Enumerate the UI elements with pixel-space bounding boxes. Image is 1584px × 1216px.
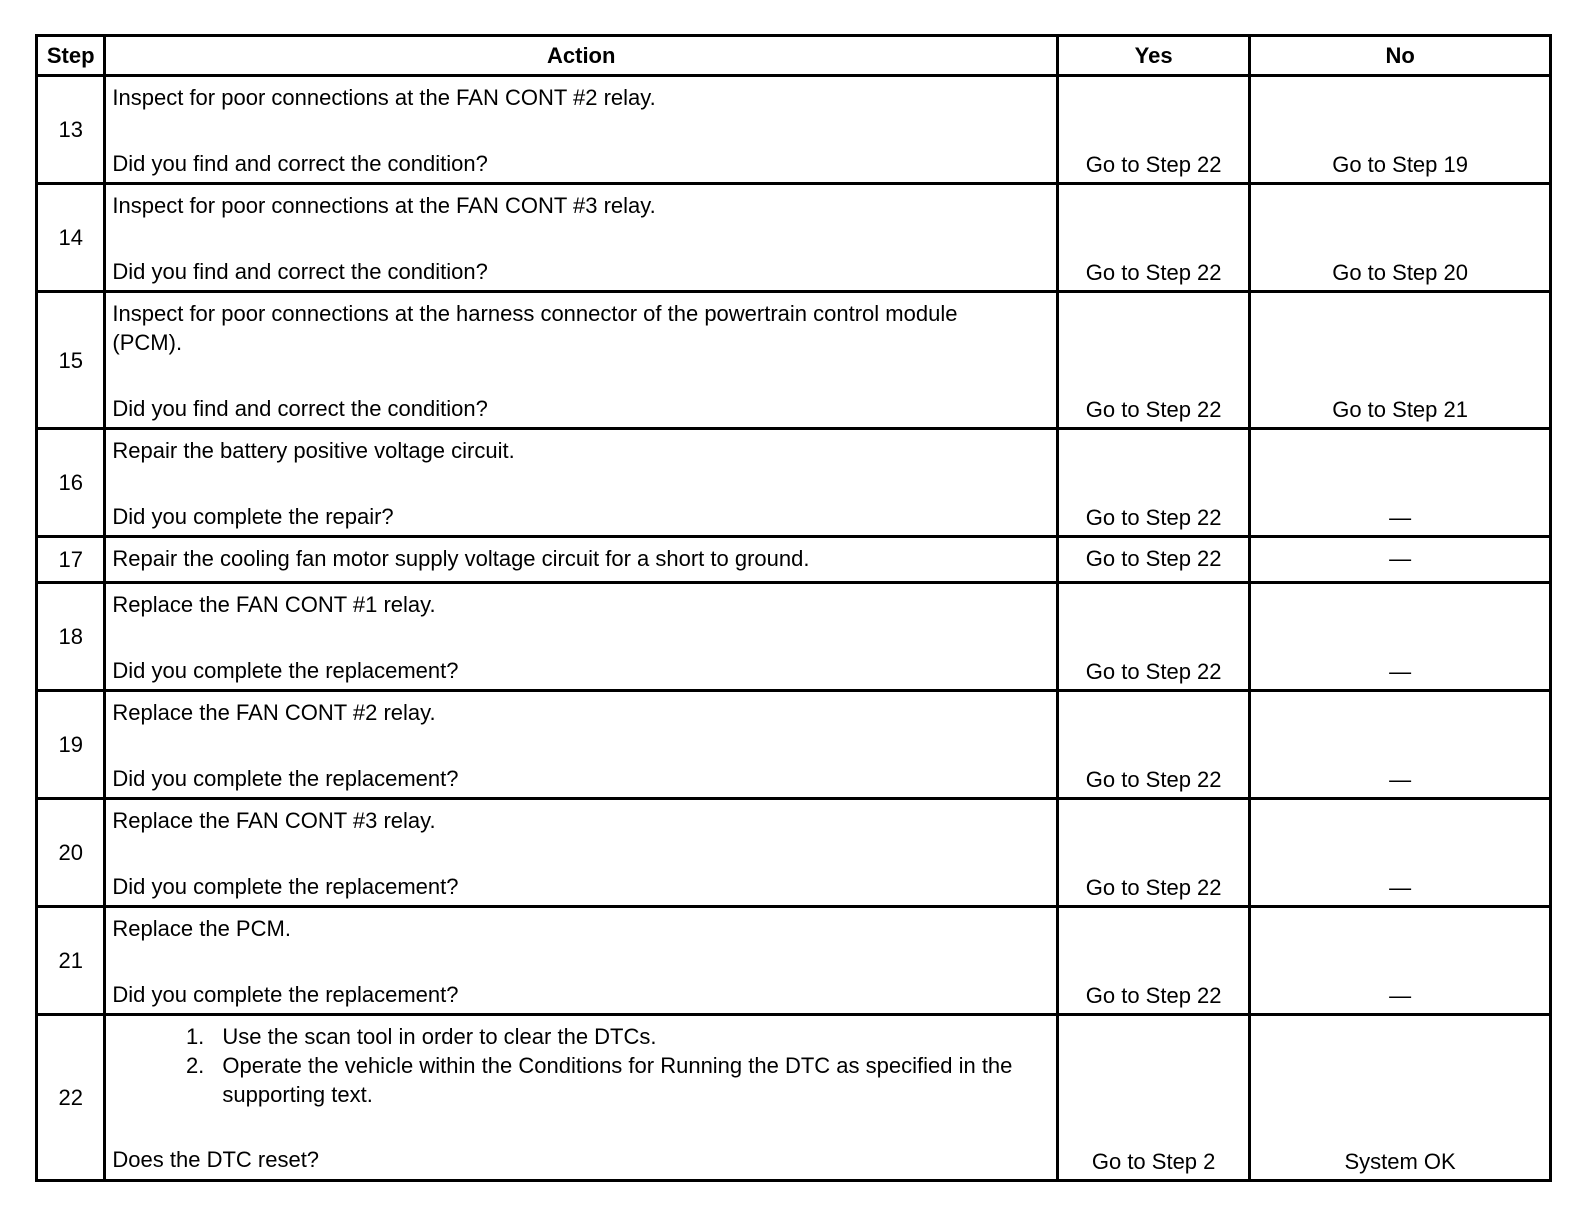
table-row <box>37 292 1551 429</box>
action-instruction: Inspect for poor connections at the FAN CONT #3 relay. <box>112 193 656 218</box>
no-result: Go to Step 20 <box>1250 184 1551 292</box>
table-row <box>37 799 1551 907</box>
table-row <box>37 1015 1551 1181</box>
action-question: Does the DTC reset? <box>112 1147 320 1172</box>
step-number: 18 <box>37 583 105 691</box>
action-question: Did you complete the replacement? <box>112 982 459 1007</box>
action-question: Did you complete the replacement? <box>112 658 459 683</box>
step-number: 20 <box>37 799 105 907</box>
header-step: Step <box>37 36 105 76</box>
table-row <box>37 907 1551 1015</box>
no-result: — <box>1250 799 1551 907</box>
action-instruction: Replace the PCM. <box>112 916 291 941</box>
action-cell <box>105 429 1058 537</box>
action-instruction: Replace the FAN CONT #3 relay. <box>112 808 436 833</box>
action-question: Did you find and correct the condition? <box>112 259 488 284</box>
action-question: Did you find and correct the condition? <box>112 151 488 176</box>
no-result: System OK <box>1250 1015 1551 1181</box>
action-cell <box>105 907 1058 1015</box>
table-row <box>37 429 1551 537</box>
action-numbered-list <box>112 1022 1046 1109</box>
no-result: Go to Step 19 <box>1250 76 1551 184</box>
action-cell <box>105 292 1058 429</box>
table-row <box>37 184 1551 292</box>
yes-result: Go to Step 22 <box>1058 691 1250 799</box>
action-cell <box>105 184 1058 292</box>
yes-result: Go to Step 22 <box>1058 184 1250 292</box>
yes-result: Go to Step 22 <box>1058 76 1250 184</box>
action-cell <box>105 799 1058 907</box>
action-question: Did you complete the repair? <box>112 504 394 529</box>
step-number: 13 <box>37 76 105 184</box>
header-yes: Yes <box>1058 36 1250 76</box>
action-instruction: Replace the FAN CONT #1 relay. <box>112 592 436 617</box>
no-result: Go to Step 21 <box>1250 292 1551 429</box>
yes-result: Go to Step 22 <box>1058 537 1250 583</box>
yes-result: Go to Step 22 <box>1058 429 1250 537</box>
header-action: Action <box>105 36 1058 76</box>
no-result: — <box>1250 583 1551 691</box>
table-row <box>37 76 1551 184</box>
action-cell <box>105 691 1058 799</box>
yes-result: Go to Step 2 <box>1058 1015 1250 1181</box>
step-number: 15 <box>37 292 105 429</box>
yes-result: Go to Step 22 <box>1058 907 1250 1015</box>
list-item: 2. Operate the vehicle within the Conditions for Running the DTC as specified in the supporting text. <box>210 1051 1046 1109</box>
yes-result: Go to Step 22 <box>1058 292 1250 429</box>
diagnostic-table <box>35 34 1552 1182</box>
yes-result: Go to Step 22 <box>1058 799 1250 907</box>
no-result: — <box>1250 907 1551 1015</box>
step-number: 16 <box>37 429 105 537</box>
no-result: — <box>1250 691 1551 799</box>
table-row <box>37 691 1551 799</box>
step-number: 21 <box>37 907 105 1015</box>
action-instruction: Repair the battery positive voltage circuit. <box>112 438 515 463</box>
action-instruction: Inspect for poor connections at the FAN CONT #2 relay. <box>112 85 656 110</box>
action-cell <box>105 583 1058 691</box>
action-cell <box>105 76 1058 184</box>
action-instruction: Repair the cooling fan motor supply voltage circuit for a short to ground. <box>112 546 810 571</box>
table-header-row <box>37 36 1551 76</box>
action-question: Did you find and correct the condition? <box>112 396 488 421</box>
list-item: 1. Use the scan tool in order to clear the DTCs. <box>210 1022 1046 1051</box>
table-row <box>37 537 1551 583</box>
action-question: Did you complete the replacement? <box>112 874 459 899</box>
no-result: — <box>1250 429 1551 537</box>
action-instruction: Replace the FAN CONT #2 relay. <box>112 700 436 725</box>
table-row <box>37 583 1551 691</box>
action-question: Did you complete the replacement? <box>112 766 459 791</box>
no-result: — <box>1250 537 1551 583</box>
step-number: 14 <box>37 184 105 292</box>
step-number: 19 <box>37 691 105 799</box>
action-cell <box>105 537 1058 583</box>
step-number: 22 <box>37 1015 105 1181</box>
action-cell <box>105 1015 1058 1181</box>
yes-result: Go to Step 22 <box>1058 583 1250 691</box>
step-number: 17 <box>37 537 105 583</box>
header-no: No <box>1250 36 1551 76</box>
action-instruction: Inspect for poor connections at the harness connector of the powertrain control module (PCM). <box>112 301 958 355</box>
